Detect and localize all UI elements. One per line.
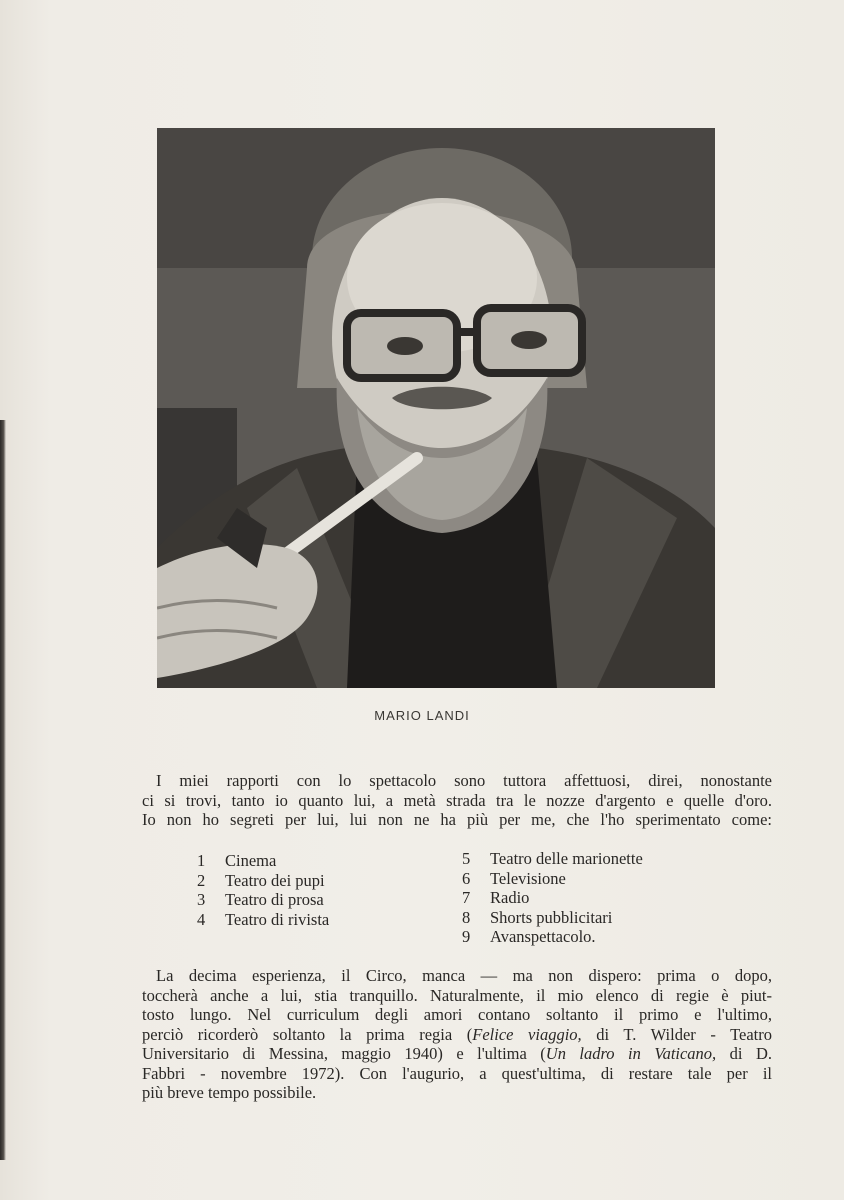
- list-item-number: 2: [197, 870, 206, 890]
- list-item-label: Avanspettacolo.: [490, 927, 596, 946]
- list-item: [462, 908, 643, 928]
- closing-line-5-c: di D.: [716, 1044, 772, 1063]
- experience-list-right: [462, 849, 643, 947]
- experience-list-left: [197, 851, 329, 929]
- intro-line-3: Io non ho segreti per lui, lui non ne ha più per me, che l'ho sperimentato come:: [142, 810, 772, 829]
- list-item-number: 7: [462, 888, 471, 907]
- closing-line-7: più breve tempo possibile.: [142, 1083, 317, 1102]
- list-item-number: 1: [197, 851, 206, 870]
- list-item: [197, 851, 329, 871]
- intro-line-2: ci si trovi, tanto io quanto lui, a metà strada tra le nozze d'argento e quelle d'oro.: [142, 790, 772, 810]
- list-item: [462, 927, 643, 947]
- list-item-label: Radio: [490, 888, 530, 907]
- list-item-number: 6: [462, 868, 471, 888]
- list-item-label: Shorts pubblicitari: [490, 907, 613, 927]
- closing-line-4: [142, 1025, 772, 1045]
- binding-edge: [0, 420, 6, 1160]
- list-item-number: 8: [462, 907, 471, 927]
- closing-line-5-a: Universitario di Messina, maggio 1940) e l'ultima (: [142, 1044, 546, 1063]
- list-item-number: 5: [462, 849, 471, 868]
- list-item: [462, 849, 643, 869]
- photo-caption: MARIO LANDI: [374, 708, 470, 723]
- list-item-label: Teatro di prosa: [225, 890, 324, 909]
- title-un-ladro-in-vaticano: Un ladro in Vaticano,: [545, 1044, 717, 1063]
- closing-line-2: toccherà anche a lui, stia tranquillo. Naturalmente, il mio elenco di regie è piut-: [142, 985, 772, 1005]
- list-item-number: 3: [197, 890, 206, 909]
- list-item-number: 4: [197, 909, 206, 929]
- title-felice-viaggio: Felice viaggio,: [472, 1024, 582, 1044]
- list-item-label: Cinema: [225, 851, 277, 870]
- closing-line-4-c: di T. Wilder - Teatro: [581, 1024, 773, 1044]
- list-item: [197, 910, 329, 930]
- closing-line-6: Fabbri - novembre 1972). Con l'augurio, a quest'ultima, di restare tale per il: [142, 1063, 772, 1083]
- portrait-photo: [157, 128, 715, 688]
- list-item-label: Televisione: [490, 868, 566, 888]
- closing-line-4-a: perciò ricorderò soltanto la prima regia (: [142, 1024, 473, 1044]
- list-item-label: Teatro di rivista: [225, 909, 330, 929]
- list-item: [462, 869, 643, 889]
- closing-line-3: tosto lungo. Nel curriculum degli amori contano soltanto il primo e l'ultimo,: [142, 1005, 772, 1024]
- list-item: [197, 890, 329, 910]
- list-item-label: Teatro delle marionette: [490, 849, 643, 868]
- list-item-label: Teatro dei pupi: [225, 870, 325, 890]
- intro-paragraph: [142, 771, 772, 830]
- closing-paragraph: [142, 966, 773, 1103]
- intro-line-1: I miei rapporti con lo spettacolo sono tuttora affettuosi, direi, nonostante: [156, 771, 772, 790]
- closing-line-5: [142, 1044, 772, 1064]
- list-item: [462, 888, 643, 908]
- list-item: [197, 871, 329, 891]
- closing-line-1: La decima esperienza, il Circo, manca — ma non dispero: prima o dopo,: [156, 966, 772, 985]
- list-item-number: 9: [462, 927, 471, 946]
